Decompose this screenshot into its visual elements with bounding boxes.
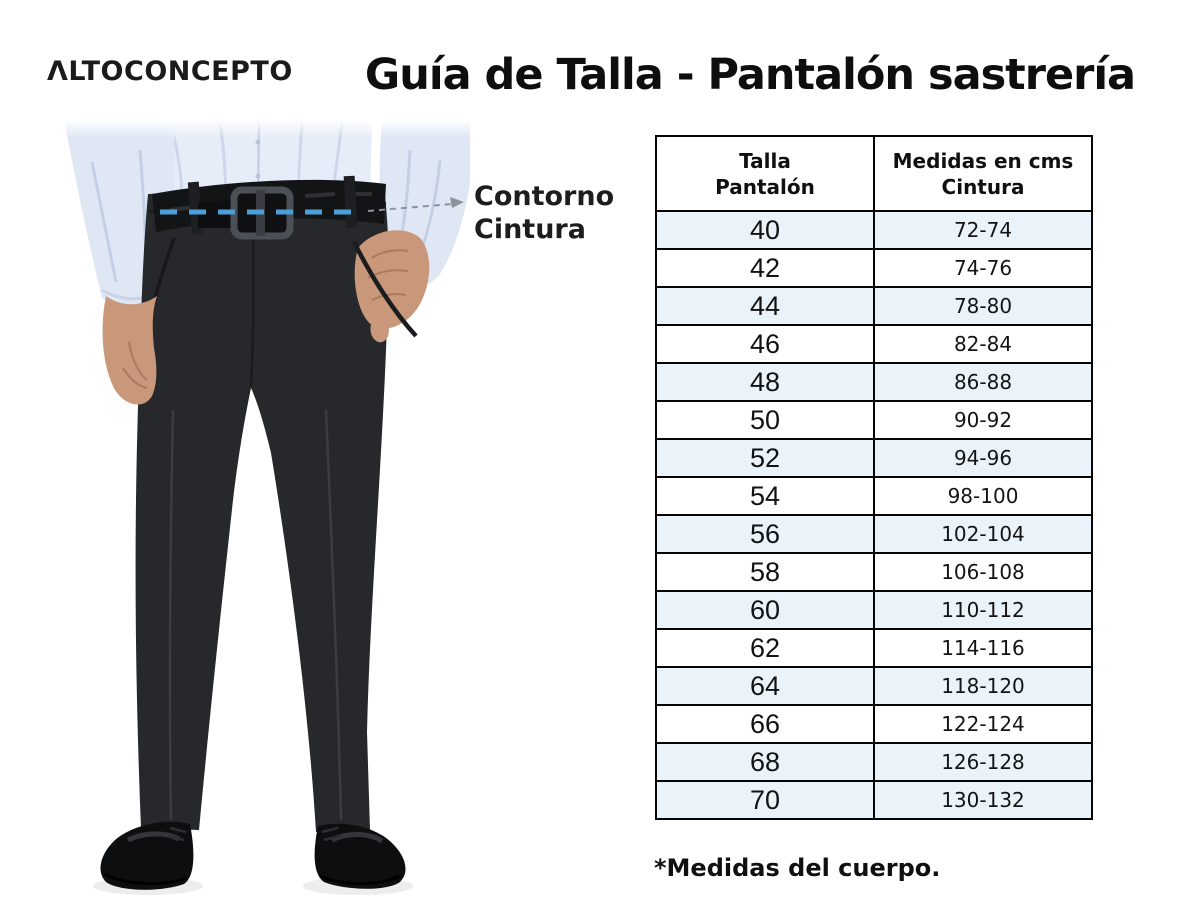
waist-cell: 102-104	[874, 515, 1092, 553]
waist-cell: 74-76	[874, 249, 1092, 287]
waist-cell: 122-124	[874, 705, 1092, 743]
size-cell: 52	[656, 439, 874, 477]
annotation-line-1: Contorno	[474, 181, 615, 212]
waist-cell: 106-108	[874, 553, 1092, 591]
model-figure	[20, 120, 470, 905]
left-shoe	[100, 822, 193, 890]
size-cell: 64	[656, 667, 874, 705]
waist-cell: 82-84	[874, 325, 1092, 363]
table-row	[656, 553, 1092, 591]
size-column-header: Talla Pantalón	[656, 136, 874, 211]
annotation-line-2: Cintura	[474, 214, 586, 245]
size-cell: 54	[656, 477, 874, 515]
table-row	[656, 743, 1092, 781]
table-row	[656, 629, 1092, 667]
size-cell: 56	[656, 515, 874, 553]
size-table-container	[655, 135, 1093, 820]
table-row	[656, 287, 1092, 325]
waist-annotation-label	[474, 180, 614, 246]
size-cell: 66	[656, 705, 874, 743]
waist-cell: 72-74	[874, 211, 1092, 249]
size-cell: 48	[656, 363, 874, 401]
pants-model-illustration	[20, 120, 470, 905]
size-table-body	[656, 211, 1092, 819]
page-title: Guía de Talla - Pantalón sastrería	[364, 50, 1136, 100]
size-cell: 68	[656, 743, 874, 781]
table-header-row	[656, 136, 1092, 211]
waist-cell: 114-116	[874, 629, 1092, 667]
table-row	[656, 705, 1092, 743]
size-table	[655, 135, 1093, 820]
waist-cell: 94-96	[874, 439, 1092, 477]
table-row	[656, 363, 1092, 401]
trousers-shape	[136, 186, 389, 832]
table-row	[656, 439, 1092, 477]
table-row	[656, 667, 1092, 705]
left-hand	[103, 296, 157, 405]
table-row	[656, 515, 1092, 553]
waist-cell: 130-132	[874, 781, 1092, 819]
size-cell: 40	[656, 211, 874, 249]
waist-cell: 90-92	[874, 401, 1092, 439]
size-cell: 62	[656, 629, 874, 667]
size-cell: 42	[656, 249, 874, 287]
waist-cell: 118-120	[874, 667, 1092, 705]
size-cell: 46	[656, 325, 874, 363]
size-cell: 60	[656, 591, 874, 629]
measures-column-header: Medidas en cms Cintura	[874, 136, 1092, 211]
size-cell: 44	[656, 287, 874, 325]
table-row	[656, 249, 1092, 287]
waist-cell: 78-80	[874, 287, 1092, 325]
brand-logo: ΛLTOCONCEPTO	[47, 56, 293, 87]
table-row	[656, 325, 1092, 363]
size-cell: 70	[656, 781, 874, 819]
table-row	[656, 401, 1092, 439]
size-cell: 58	[656, 553, 874, 591]
right-shoe	[315, 824, 406, 889]
waist-cell: 98-100	[874, 477, 1092, 515]
size-cell: 50	[656, 401, 874, 439]
table-row	[656, 781, 1092, 819]
waist-cell: 86-88	[874, 363, 1092, 401]
waist-cell: 110-112	[874, 591, 1092, 629]
waist-cell: 126-128	[874, 743, 1092, 781]
table-row	[656, 591, 1092, 629]
footnote: *Medidas del cuerpo.	[654, 854, 941, 882]
table-row	[656, 477, 1092, 515]
table-row	[656, 211, 1092, 249]
